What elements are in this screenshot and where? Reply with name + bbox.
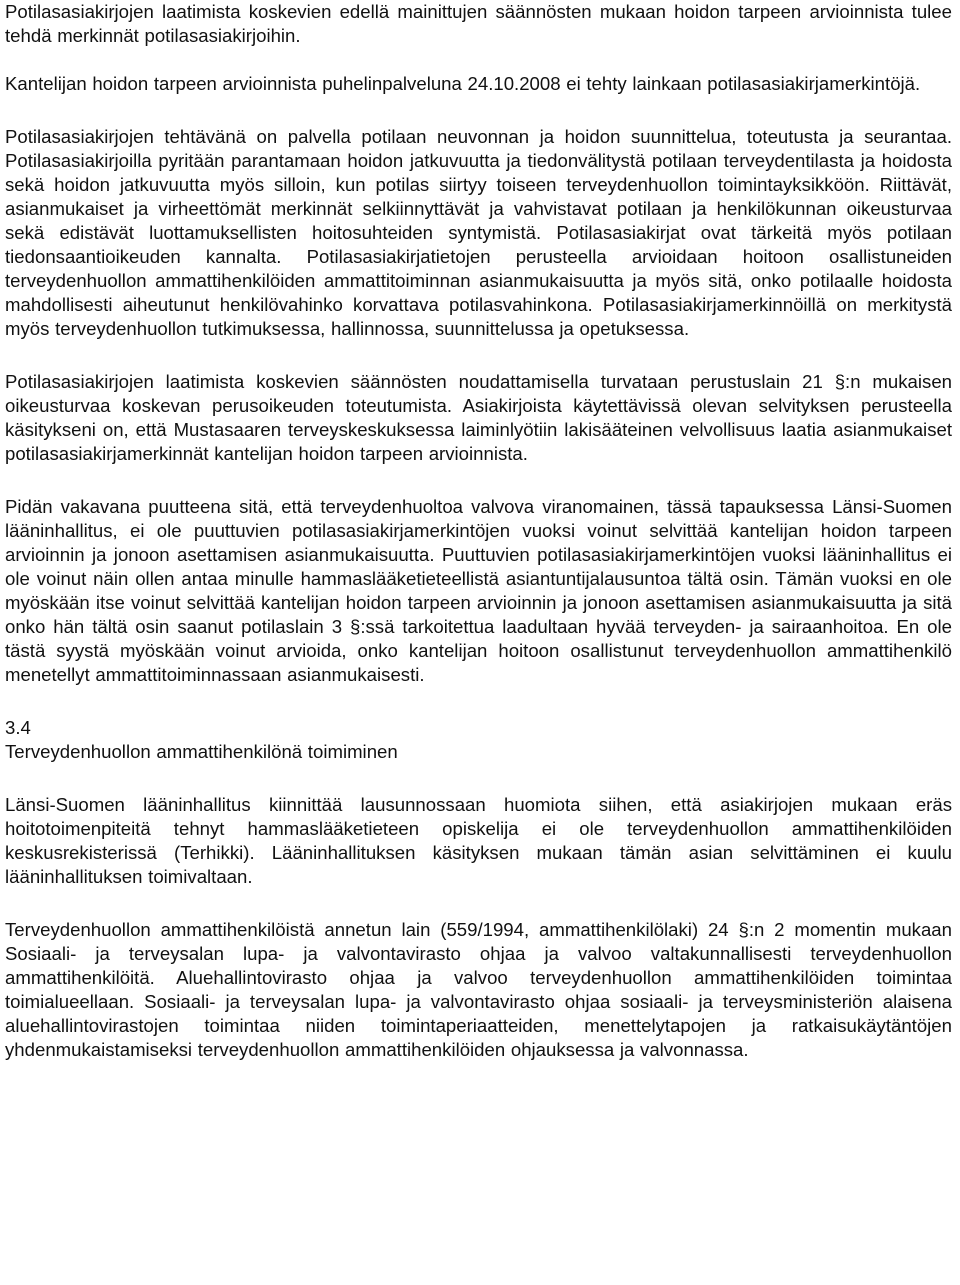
section-number: 3.4 <box>5 717 31 738</box>
paragraph-5: Pidän vakavana puutteena sitä, että terveydenhuoltoa valvova viranomainen, tässä tapauksessa Länsi-Suomen lääninhallitus, ei ole puuttuvien potilasasiakirjamerkintöjen vuoksi voinut selvittää kantelijan hoidon tarpeen arvioinnin ja jonoon asettamisen asianmukaisuutta. Puuttuvien potilasasiakirjamerkintöjen vuoksi lääninhallitus ei ole voinut näin ollen antaa minulle hammaslääketieteellistä asiantuntijalausuntoa tältä osin. Tämän vuoksi en ole myöskään itse voinut selvittää kantelijan hoidon tarpeen arvioinnin ja jonoon asettamisen asianmukaisuutta ja sitä onko hän tältä osin saanut potilaslain 3 §:ssä tarkoitettua laadultaan hyvää terveyden- ja sairaanhoitoa. En ole tästä syystä myöskään voinut arvioida, onko kantelijan hoitoon osallistunut terveydenhuollon ammattihenkilö menetellyt ammattitoiminnassaan asianmukaisesti. <box>5 496 952 685</box>
paragraph-3: Potilasasiakirjojen tehtävänä on palvella potilaan neuvonnan ja hoidon suunnittelua, toteutusta ja seurantaa. Potilasasiakirjoilla pyritään parantamaan hoidon jatkuvuutta ja tiedonvälitystä potilaan terveydentilasta ja hoidosta sekä hoidon jatkuvuutta myös silloin, kun potilas siirtyy toiseen terveydenhuollon toimintayksikköön. Riittävät, asianmukaiset ja virheettömät merkinnät selkiinnyttävät ja vahvistavat potilaan ja henkilökunnan oikeusturvaa sekä edistävät luottamuksellisten hoitosuhteiden syntymistä. Potilasasiakirjat ovat tärkeitä myös potilaan tiedonsaantioikeuden kannalta. Potilasasiakirjatietojen perusteella arvioidaan hoitoon osallistuneiden terveydenhuollon ammattihenkilöiden ammattitoiminnan asianmukaisuutta ja myös sitä, onko potilaalle hoidosta mahdollisesti aiheutunut henkilövahinko korvattava potilasvahinkona. Potilasasiakirjamerkinnöillä on merkitystä myös terveydenhuollon tutkimuksessa, hallinnossa, suunnittelussa ja opetuksessa. <box>5 126 952 339</box>
paragraph-2: Kantelijan hoidon tarpeen arvioinnista puhelinpalveluna 24.10.2008 ei tehty lainkaan potilasasiakirjamerkintöjä. <box>5 73 921 94</box>
section-paragraph-2: Terveydenhuollon ammattihenkilöistä annetun lain (559/1994, ammattihenkilölaki) 24 §:n 2 momentin mukaan Sosiaali- ja terveysalan lupa- ja valvontavirasto ohjaa ja valvoo valtakunnallisesti terveydenhuollon ammattihenkilöitä. Aluehallintovirasto ohjaa ja valvoo terveydenhuollon ammattihenkilöiden toimintaa toimialueellaan. Sosiaali- ja terveysalan lupa- ja valvontavirasto ohjaa sosiaali- ja terveysministeriön alaisena aluehallintovirastojen toimintaa niiden toimintaperiaatteiden, menettelytapojen ja ratkaisukäytäntöjen yhdenmukaistamiseksi terveydenhuollon ammattihenkilöiden ohjauksessa ja valvonnassa. <box>5 919 952 1060</box>
paragraph-1: Potilasasiakirjojen laatimista koskevien edellä mainittujen säännösten mukaan hoidon tarpeen arvioinnista tulee tehdä merkinnät potilasasiakirjoihin. <box>5 1 952 46</box>
section-title: Terveydenhuollon ammattihenkilönä toimiminen <box>5 741 398 762</box>
section-paragraph-1: Länsi-Suomen lääninhallitus kiinnittää lausunnossaan huomiota siihen, että asiakirjojen mukaan eräs hoitotoimenpiteitä tehnyt hammaslääketieteen opiskelija ei ole terveydenhuollon ammattihenkilöiden keskusrekisterissä (Terhikki). Lääninhallituksen käsityksen mukaan tämän asian selvittäminen ei kuulu lääninhallituksen toimivaltaan. <box>5 794 952 887</box>
paragraph-4: Potilasasiakirjojen laatimista koskevien säännösten noudattamisella turvataan perustuslain 21 §:n mukaisen oikeusturvaa koskevan perusoikeuden toteutumista. Asiakirjoista käytettävissä olevan selvityksen perusteella käsitykseni on, että Mustasaaren terveyskeskuksessa laiminlyötiin lakisääteinen velvollisuus laatia asianmukaiset potilasasiakirjamerkinnät kantelijan hoidon tarpeen arvioinnista. <box>5 371 952 464</box>
